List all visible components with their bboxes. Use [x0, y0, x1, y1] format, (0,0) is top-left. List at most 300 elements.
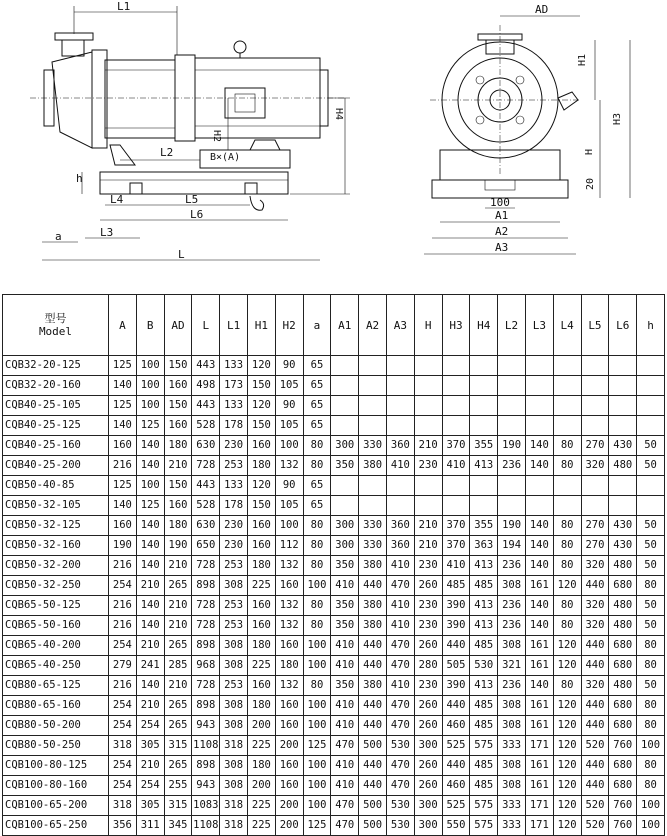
dimension-cell: 460 [442, 776, 470, 796]
dimension-cell: 216 [109, 676, 137, 696]
dimension-cell: 308 [498, 696, 526, 716]
dimension-cell: 140 [525, 436, 553, 456]
dimension-cell: 470 [331, 816, 359, 836]
dimension-cell: 241 [136, 656, 164, 676]
dimension-cell: 525 [442, 736, 470, 756]
dim-20: 20 [585, 177, 596, 190]
table-row [3, 516, 665, 536]
dimension-cell [581, 376, 609, 396]
dimension-cell: 120 [553, 816, 581, 836]
model-cell: CQB50-32-200 [3, 556, 109, 576]
table-row [3, 756, 665, 776]
dimension-table [2, 294, 665, 836]
dimension-cell: 254 [109, 576, 137, 596]
dimension-cell [637, 476, 665, 496]
dimension-cell: 470 [386, 716, 414, 736]
dimension-cell: 105 [275, 416, 303, 436]
dimension-cell: 260 [414, 576, 442, 596]
dimension-cell: 210 [414, 536, 442, 556]
dim-a: a [55, 230, 62, 243]
dimension-cell: 520 [581, 796, 609, 816]
dimension-cell: 470 [386, 636, 414, 656]
table-row [3, 396, 665, 416]
dimension-cell: 210 [164, 596, 192, 616]
dimension-cell: 171 [525, 816, 553, 836]
dimension-cell [470, 356, 498, 376]
dimension-cell: 125 [136, 496, 164, 516]
dimension-cell: 80 [303, 436, 331, 456]
dimension-cell: 160 [247, 536, 275, 556]
dimension-cell: 80 [553, 456, 581, 476]
dimension-cell [553, 416, 581, 436]
dimension-cell: 440 [581, 716, 609, 736]
dimension-cell: 430 [609, 436, 637, 456]
dimension-cell: 150 [247, 376, 275, 396]
dimension-cell: 140 [109, 376, 137, 396]
table-row [3, 776, 665, 796]
model-cell: CQB80-65-160 [3, 696, 109, 716]
dimension-cell: 390 [442, 676, 470, 696]
dimension-cell: 80 [303, 536, 331, 556]
dimension-cell: 180 [247, 756, 275, 776]
column-header: L3 [525, 295, 553, 356]
dimension-cell: 80 [637, 696, 665, 716]
dimension-cell: 260 [414, 636, 442, 656]
dimension-cell: 410 [442, 456, 470, 476]
dimension-cell: 356 [109, 816, 137, 836]
column-header: A1 [331, 295, 359, 356]
dimension-cell: 260 [414, 716, 442, 736]
dimension-cell: 216 [109, 456, 137, 476]
pump-dimension-drawing [0, 0, 667, 285]
dimension-cell: 100 [637, 816, 665, 836]
dimension-cell: 80 [637, 576, 665, 596]
dimension-cell: 440 [359, 636, 387, 656]
dimension-cell [386, 376, 414, 396]
dimension-cell: 80 [553, 676, 581, 696]
dimension-cell: 50 [637, 556, 665, 576]
dimension-cell: 180 [164, 516, 192, 536]
dimension-cell: 300 [414, 736, 442, 756]
dimension-cell: 230 [414, 596, 442, 616]
dimension-cell: 480 [609, 556, 637, 576]
dimension-cell: 485 [470, 636, 498, 656]
dimension-cell [331, 476, 359, 496]
dim-AD: AD [535, 3, 549, 16]
dim-H1: H1 [577, 53, 588, 66]
dimension-cell [331, 496, 359, 516]
dim-A1: A1 [495, 209, 509, 222]
dimension-cell: 680 [609, 776, 637, 796]
dim-L6: L6 [190, 208, 204, 221]
dimension-cell [386, 356, 414, 376]
dimension-cell [609, 496, 637, 516]
dimension-cell [386, 416, 414, 436]
dimension-cell: 80 [303, 616, 331, 636]
dimension-cell [414, 476, 442, 496]
column-header: H [414, 295, 442, 356]
dimension-cell: 140 [136, 436, 164, 456]
dim-H3: H3 [612, 112, 623, 125]
dimension-cell [470, 416, 498, 436]
dimension-cell: 225 [247, 736, 275, 756]
dimension-cell: 360 [386, 436, 414, 456]
dimension-cell: 160 [275, 776, 303, 796]
dimension-cell: 160 [109, 516, 137, 536]
table-row [3, 436, 665, 456]
dimension-cell: 210 [136, 696, 164, 716]
dimension-cell: 225 [247, 796, 275, 816]
dimension-cell [498, 396, 526, 416]
dimension-cell: 350 [331, 676, 359, 696]
dimension-cell: 80 [637, 756, 665, 776]
dimension-cell: 80 [303, 456, 331, 476]
dimension-cell: 345 [164, 816, 192, 836]
dimension-cell: 140 [525, 616, 553, 636]
dimension-cell: 320 [581, 616, 609, 636]
model-cell: CQB32-20-160 [3, 376, 109, 396]
dimension-cell: 260 [414, 756, 442, 776]
dimension-cell: 190 [498, 516, 526, 536]
dimension-cell [581, 396, 609, 416]
dimension-cell: 528 [192, 496, 220, 516]
column-header: L [192, 295, 220, 356]
dimension-cell: 140 [525, 676, 553, 696]
dimension-cell: 333 [498, 736, 526, 756]
dimension-cell: 320 [581, 676, 609, 696]
dimension-cell: 50 [637, 456, 665, 476]
dimension-cell: 140 [109, 416, 137, 436]
dimension-cell: 150 [247, 496, 275, 516]
dimension-cell: 160 [247, 616, 275, 636]
dimension-cell [525, 416, 553, 436]
dimension-cell: 308 [220, 656, 248, 676]
dimension-cell [442, 356, 470, 376]
dimension-cell: 100 [303, 716, 331, 736]
dimension-cell: 470 [386, 576, 414, 596]
dimension-cell: 160 [275, 756, 303, 776]
dimension-cell: 470 [331, 736, 359, 756]
dimension-cell: 680 [609, 636, 637, 656]
model-cell: CQB50-32-160 [3, 536, 109, 556]
dimension-cell [359, 416, 387, 436]
dimension-cell: 140 [525, 536, 553, 556]
dimension-cell: 410 [331, 696, 359, 716]
table-row [3, 376, 665, 396]
column-header: H3 [442, 295, 470, 356]
dimension-cell [331, 416, 359, 436]
dimension-cell: 171 [525, 796, 553, 816]
table-row [3, 536, 665, 556]
dimension-cell: 370 [442, 436, 470, 456]
dimension-cell: 300 [414, 816, 442, 836]
model-cell: CQB80-65-125 [3, 676, 109, 696]
dimension-cell: 161 [525, 756, 553, 776]
dimension-cell: 470 [386, 756, 414, 776]
dimension-cell: 898 [192, 576, 220, 596]
dimension-cell: 254 [109, 776, 137, 796]
dimension-cell: 125 [109, 476, 137, 496]
dimension-cell: 1108 [192, 816, 220, 836]
model-cell: CQB80-50-200 [3, 716, 109, 736]
dimension-cell: 253 [220, 676, 248, 696]
dimension-cell: 443 [192, 356, 220, 376]
dimension-cell: 480 [609, 676, 637, 696]
dim-L5: L5 [185, 193, 199, 206]
dimension-cell: 728 [192, 676, 220, 696]
dimension-cell: 350 [331, 456, 359, 476]
dimension-cell: 105 [275, 376, 303, 396]
dimension-cell: 190 [498, 436, 526, 456]
dimension-cell [442, 396, 470, 416]
dimension-cell: 333 [498, 816, 526, 836]
dimension-cell: 230 [414, 556, 442, 576]
dimension-cell: 480 [609, 456, 637, 476]
dimension-cell: 160 [275, 696, 303, 716]
dimension-cell: 363 [470, 536, 498, 556]
dimension-cell: 100 [136, 376, 164, 396]
dimension-cell [581, 476, 609, 496]
dimension-cell: 410 [386, 456, 414, 476]
dimension-cell: 350 [331, 616, 359, 636]
dimension-cell [414, 416, 442, 436]
dimension-cell: 485 [470, 756, 498, 776]
dimension-cell [442, 416, 470, 436]
dimension-cell [414, 376, 442, 396]
dimension-cell: 380 [359, 456, 387, 476]
dimension-cell: 413 [470, 596, 498, 616]
dimension-cell: 311 [136, 816, 164, 836]
dimension-cell: 65 [303, 496, 331, 516]
dimension-cell: 308 [498, 576, 526, 596]
dimension-cell: 440 [581, 756, 609, 776]
model-cell: CQB100-80-125 [3, 756, 109, 776]
dimension-cell: 440 [359, 716, 387, 736]
dimension-cell: 200 [275, 796, 303, 816]
dimension-cell: 132 [275, 456, 303, 476]
dimension-cell: 350 [331, 556, 359, 576]
dimension-cell: 443 [192, 396, 220, 416]
dimension-cell: 216 [109, 616, 137, 636]
dimension-cell: 253 [220, 456, 248, 476]
dimension-cell: 210 [136, 756, 164, 776]
dimension-cell: 100 [136, 356, 164, 376]
dimension-cell: 413 [470, 616, 498, 636]
column-header: A3 [386, 295, 414, 356]
dimension-cell: 80 [303, 676, 331, 696]
dimension-cell: 132 [275, 676, 303, 696]
dimension-cell: 380 [359, 616, 387, 636]
dimension-cell: 320 [581, 556, 609, 576]
dimension-cell: 308 [220, 696, 248, 716]
dimension-cell: 318 [109, 736, 137, 756]
dimension-cell: 575 [470, 736, 498, 756]
dimension-cell: 308 [220, 636, 248, 656]
dimension-cell: 270 [581, 516, 609, 536]
dimension-cell: 728 [192, 456, 220, 476]
dimension-cell [581, 496, 609, 516]
dimension-cell: 440 [359, 756, 387, 776]
dimension-cell: 161 [525, 576, 553, 596]
dimension-cell [637, 496, 665, 516]
dimension-cell: 210 [164, 616, 192, 636]
dimension-cell: 410 [331, 776, 359, 796]
dimension-cell: 380 [359, 596, 387, 616]
dimension-cell: 160 [247, 436, 275, 456]
dimension-cell: 120 [247, 396, 275, 416]
dimension-cell: 200 [247, 716, 275, 736]
dimension-cell: 100 [303, 576, 331, 596]
dimension-cell: 480 [609, 616, 637, 636]
dimension-cell: 80 [553, 556, 581, 576]
dimension-cell: 210 [164, 456, 192, 476]
dim-100: 100 [490, 196, 510, 209]
dimension-cell: 180 [247, 456, 275, 476]
dimension-cell: 254 [109, 756, 137, 776]
dimension-cell: 500 [359, 816, 387, 836]
dimension-cell: 80 [553, 436, 581, 456]
dimension-cell: 280 [414, 656, 442, 676]
dimension-cell: 1083 [192, 796, 220, 816]
dimension-cell: 308 [498, 776, 526, 796]
dimension-cell [470, 376, 498, 396]
dimension-cell: 120 [247, 356, 275, 376]
model-cell: CQB32-20-125 [3, 356, 109, 376]
dimension-cell: 520 [581, 816, 609, 836]
dimension-cell: 230 [220, 536, 248, 556]
dim-L: L [178, 248, 185, 261]
dim-H2: H2 [211, 130, 222, 143]
dimension-cell: 80 [637, 656, 665, 676]
dimension-cell: 318 [220, 736, 248, 756]
dimension-cell: 360 [386, 536, 414, 556]
dimension-cell: 485 [470, 696, 498, 716]
dimension-cell: 1108 [192, 736, 220, 756]
dimension-cell [525, 476, 553, 496]
dim-L2: L2 [160, 146, 174, 159]
dimension-cell: 430 [609, 516, 637, 536]
dimension-cell [470, 476, 498, 496]
dimension-cell [442, 476, 470, 496]
dimension-cell: 390 [442, 616, 470, 636]
dimension-cell: 440 [442, 636, 470, 656]
dimension-cell: 260 [414, 776, 442, 796]
dimension-cell: 140 [136, 676, 164, 696]
table-header-row [3, 295, 665, 356]
dimension-cell: 320 [581, 596, 609, 616]
dimension-cell: 178 [220, 416, 248, 436]
dimension-cell: 200 [247, 776, 275, 796]
dimension-cell: 65 [303, 476, 331, 496]
dimension-cell [442, 496, 470, 516]
dimension-cell: 100 [303, 756, 331, 776]
dimension-cell: 161 [525, 696, 553, 716]
dimension-cell: 100 [637, 796, 665, 816]
dimension-cell: 320 [581, 456, 609, 476]
dimension-cell: 190 [164, 536, 192, 556]
dimension-cell: 760 [609, 816, 637, 836]
dimension-cell: 300 [414, 796, 442, 816]
dimension-cell: 120 [553, 716, 581, 736]
dimension-cell: 180 [247, 556, 275, 576]
dimension-cell: 318 [220, 796, 248, 816]
dimension-cell: 100 [303, 696, 331, 716]
dimension-cell [470, 396, 498, 416]
column-header: L5 [581, 295, 609, 356]
dimension-cell: 410 [331, 756, 359, 776]
dimension-cell: 308 [498, 716, 526, 736]
dimension-cell: 440 [442, 696, 470, 716]
dimension-cell: 485 [470, 576, 498, 596]
dimension-cell: 300 [331, 516, 359, 536]
dimension-cell: 460 [442, 716, 470, 736]
dimension-cell: 50 [637, 616, 665, 636]
table-row [3, 816, 665, 836]
dimension-cell: 50 [637, 596, 665, 616]
dimension-cell: 120 [553, 576, 581, 596]
dimension-cell [553, 376, 581, 396]
dimension-cell: 160 [275, 716, 303, 736]
dimension-cell: 498 [192, 376, 220, 396]
dimension-cell: 550 [442, 816, 470, 836]
dimension-cell: 140 [525, 456, 553, 476]
table-row [3, 496, 665, 516]
dimension-cell: 100 [303, 656, 331, 676]
dimension-cell: 308 [220, 756, 248, 776]
dimension-cell: 100 [136, 396, 164, 416]
dimension-cell: 254 [109, 716, 137, 736]
dimension-cell: 230 [220, 436, 248, 456]
dimension-cell: 265 [164, 756, 192, 776]
dimension-cell: 90 [275, 396, 303, 416]
dimension-cell: 173 [220, 376, 248, 396]
dimension-cell [331, 376, 359, 396]
dimension-cell [386, 476, 414, 496]
dimension-cell: 140 [109, 496, 137, 516]
dimension-cell [498, 416, 526, 436]
dimension-cell: 100 [303, 796, 331, 816]
column-header: A [109, 295, 137, 356]
model-cell: CQB50-32-125 [3, 516, 109, 536]
dimension-cell: 410 [331, 636, 359, 656]
dimension-cell: 210 [414, 436, 442, 456]
dimension-cell: 125 [136, 416, 164, 436]
dimension-cell: 330 [359, 516, 387, 536]
dimension-cell: 180 [275, 656, 303, 676]
dimension-cell: 943 [192, 716, 220, 736]
dimension-cell: 160 [164, 376, 192, 396]
dimension-cell: 480 [609, 596, 637, 616]
dimension-cell: 650 [192, 536, 220, 556]
dim-L4: L4 [110, 193, 124, 206]
dimension-cell: 525 [442, 796, 470, 816]
dimension-cell: 65 [303, 396, 331, 416]
dimension-cell: 305 [136, 736, 164, 756]
dimension-cell: 300 [331, 536, 359, 556]
column-header: H2 [275, 295, 303, 356]
dimension-cell [525, 376, 553, 396]
dimension-cell: 760 [609, 796, 637, 816]
dimension-cell: 161 [525, 776, 553, 796]
dimension-cell: 943 [192, 776, 220, 796]
dimension-cell: 505 [442, 656, 470, 676]
dimension-cell: 728 [192, 616, 220, 636]
dimension-cell: 370 [442, 516, 470, 536]
dimension-cell: 178 [220, 496, 248, 516]
dimension-cell [609, 376, 637, 396]
dimension-cell [498, 356, 526, 376]
dimension-cell: 132 [275, 556, 303, 576]
